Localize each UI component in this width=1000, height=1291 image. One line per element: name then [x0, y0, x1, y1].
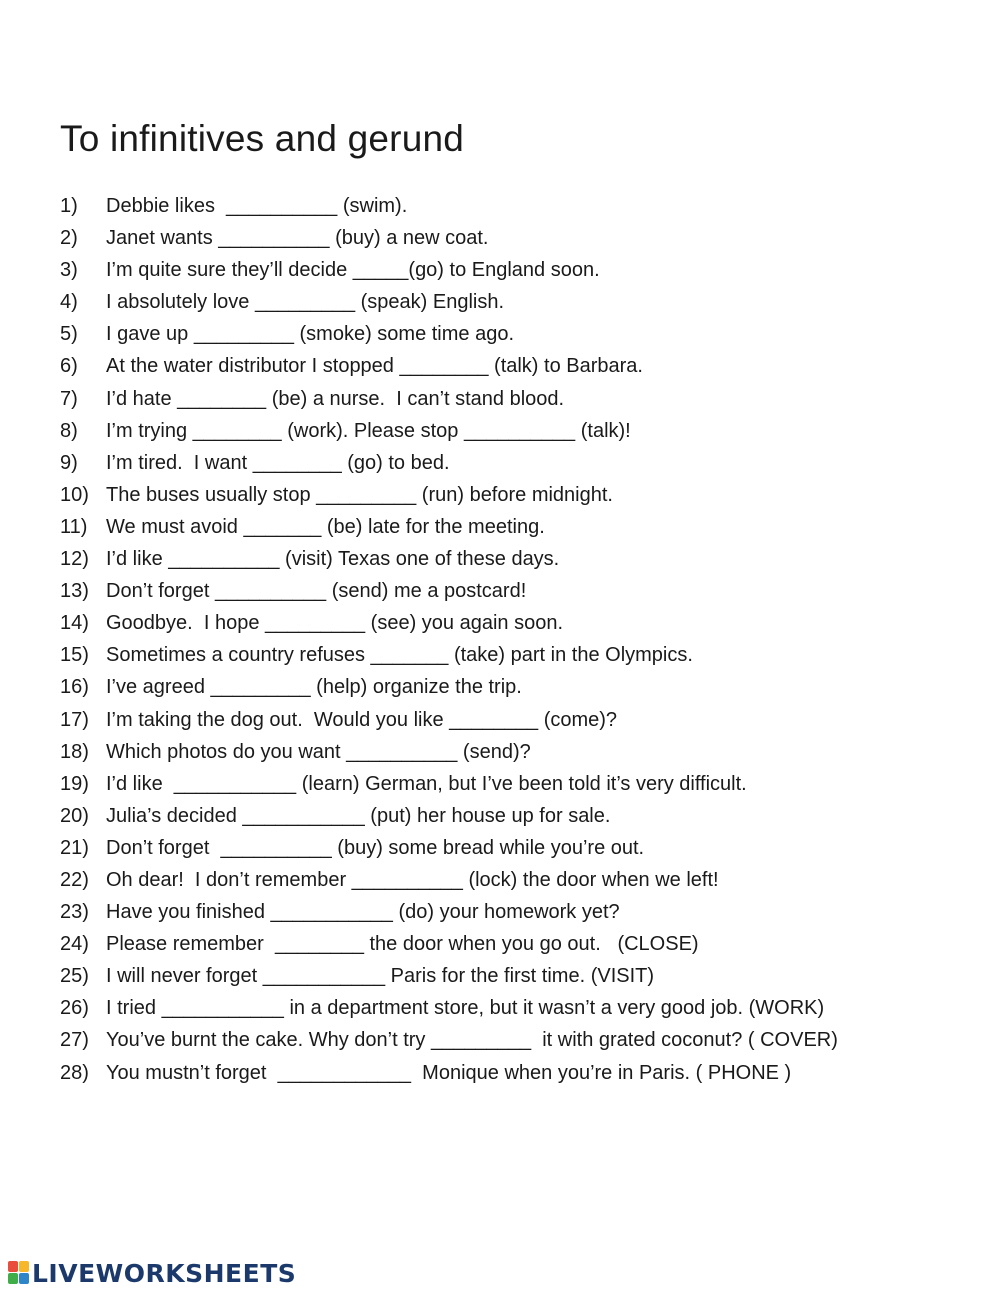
exercise-number: 25) [60, 965, 89, 988]
exercise-number: 16) [60, 676, 89, 699]
exercise-item [60, 896, 960, 928]
liveworksheets-logo [8, 1258, 296, 1288]
exercise-number: 1) [60, 195, 78, 217]
exercise-item [60, 1024, 960, 1056]
exercise-sentence: I’m quite sure they’ll decide _____(go) to England soon. [106, 259, 600, 282]
exercise-item [60, 704, 960, 736]
exercise-number: 9) [60, 451, 78, 474]
exercise-sentence: I gave up _________ (smoke) some time ago. [106, 323, 515, 346]
exercise-sentence: Oh dear! I don’t remember __________ (lock) the door when we left! [106, 868, 719, 891]
exercise-item [60, 736, 960, 768]
exercise-item [60, 607, 960, 639]
exercise-number: 10) [60, 483, 89, 506]
exercise-sentence: I tried ___________ in a department store, but it wasn’t a very good job. (WORK) [106, 997, 825, 1020]
exercise-number: 11) [60, 515, 88, 538]
exercise-sentence: Have you finished ___________ (do) your homework yet? [106, 901, 620, 924]
exercise-item [60, 511, 960, 543]
exercise-number: 8) [60, 419, 78, 442]
exercise-sentence: Which photos do you want __________ (send)? [106, 740, 531, 763]
exercise-sentence: I’d like __________ (visit) Texas one of these days. [106, 548, 560, 571]
exercise-sentence: At the water distributor I stopped ________ (talk) to Barbara. [106, 355, 643, 378]
exercise-number: 5) [60, 323, 78, 346]
exercise-item [60, 350, 960, 382]
exercise-item [60, 318, 960, 350]
exercise-item [60, 639, 960, 671]
exercise-sentence: You’ve burnt the cake. Why don’t try _________ it with grated coconut? ( COVER) [106, 1029, 838, 1052]
exercise-number: 2) [60, 227, 78, 250]
logo-text: LIVEWORKSHEETS [32, 1258, 297, 1288]
exercise-number: 7) [60, 387, 78, 410]
exercise-sentence: Julia’s decided ___________ (put) her house up for sale. [106, 804, 611, 827]
exercise-sentence: Don’t forget __________ (send) me a postcard! [106, 580, 527, 603]
exercise-number: 24) [60, 933, 89, 956]
exercise-number: 17) [60, 708, 89, 731]
exercise-number: 22) [60, 868, 89, 891]
exercise-sentence: I will never forget ___________ Paris for the first time. (VISIT) [106, 965, 655, 988]
exercise-number: 3) [60, 259, 78, 282]
exercise-item [60, 222, 960, 254]
exercise-sentence: Janet wants __________ (buy) a new coat. [106, 227, 489, 250]
exercise-item [60, 1057, 960, 1089]
exercise-sentence: You mustn’t forget ____________ Monique when you’re in Paris. ( PHONE ) [106, 1061, 792, 1084]
exercise-number: 26) [60, 997, 89, 1020]
exercise-sentence: I’m tired. I want ________ (go) to bed. [106, 451, 450, 474]
exercise-number: 23) [60, 901, 89, 924]
exercise-item [60, 415, 960, 447]
exercise-sentence: I’ve agreed _________ (help) organize the trip. [106, 676, 522, 699]
exercise-item [60, 864, 960, 896]
exercise-sentence: I’m taking the dog out. Would you like ________ (come)? [106, 708, 618, 731]
exercise-item [60, 768, 960, 800]
exercise-sentence: I’d hate ________ (be) a nurse. I can’t stand blood. [106, 387, 565, 410]
exercise-number: 4) [60, 291, 78, 314]
page-title: To infinitives and gerund [60, 118, 465, 159]
exercise-sentence: Goodbye. I hope _________ (see) you again soon. [106, 612, 564, 635]
exercise-item [60, 447, 960, 479]
exercise-sentence: I’m trying ________ (work). Please stop __________ (talk)! [106, 419, 631, 442]
exercise-number: 21) [60, 836, 89, 859]
exercise-number: 13) [60, 580, 89, 603]
exercise-sentence: Please remember ________ the door when you go out. (CLOSE) [106, 933, 699, 956]
exercise-sentence: We must avoid _______ (be) late for the meeting. [106, 515, 545, 538]
exercise-sentence: Sometimes a country refuses _______ (take) part in the Olympics. [106, 644, 693, 667]
exercise-item [60, 479, 960, 511]
exercise-sentence: I’d like ___________ (learn) German, but I’ve been told it’s very difficult. [106, 772, 747, 795]
exercise-number: 15) [60, 644, 89, 667]
logo-mark-icon [8, 1261, 30, 1285]
exercise-number: 19) [60, 772, 89, 795]
exercise-number: 12) [60, 548, 89, 571]
exercise-number: 28) [60, 1061, 89, 1084]
exercise-sentence: Don’t forget __________ (buy) some bread while you’re out. [106, 836, 645, 859]
exercise-sentence: I absolutely love _________ (speak) English. [106, 291, 505, 314]
exercise-number: 20) [60, 804, 89, 827]
exercise-item [60, 992, 960, 1024]
exercise-number: 27) [60, 1029, 89, 1052]
exercise-number: 14) [60, 612, 89, 635]
exercise-item [60, 671, 960, 703]
exercise-sentence: Debbie likes __________ (swim). [106, 195, 408, 217]
exercise-item [60, 190, 960, 222]
exercise-item [60, 832, 960, 864]
exercise-item [60, 286, 960, 318]
exercise-number: 18) [60, 740, 89, 763]
exercise-item [60, 800, 960, 832]
exercise-number: 6) [60, 355, 78, 378]
exercise-list [60, 190, 960, 1089]
exercise-item [60, 254, 960, 286]
exercise-item [60, 960, 960, 992]
exercise-item [60, 543, 960, 575]
exercise-item [60, 575, 960, 607]
exercise-sentence: The buses usually stop _________ (run) before midnight. [106, 483, 613, 506]
exercise-item [60, 383, 960, 415]
exercise-item [60, 928, 960, 960]
